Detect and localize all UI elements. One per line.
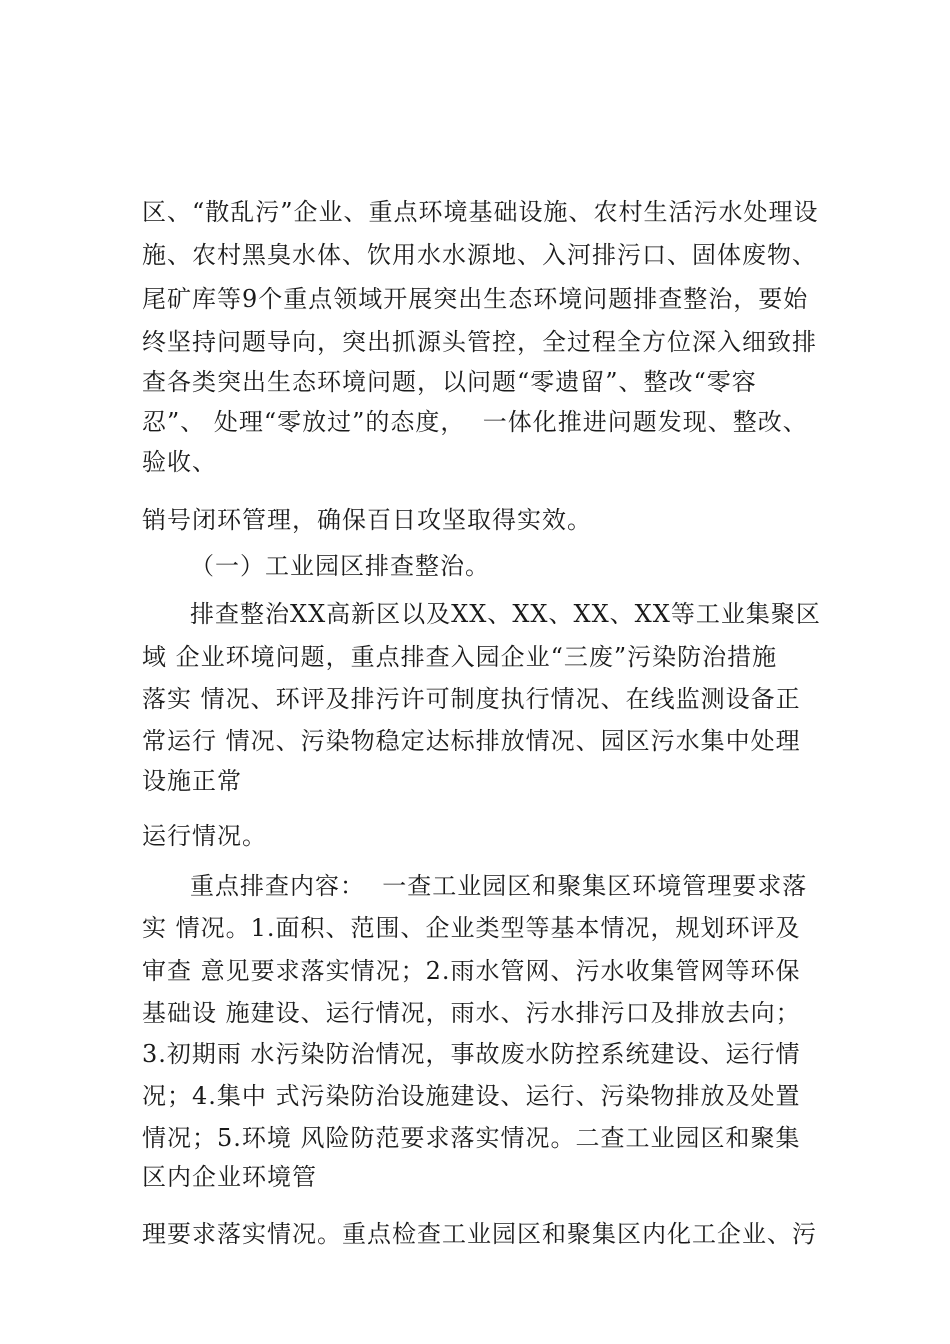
text-line-12: 落实 情况、环评及排污许可制度执行情况、在线监测设备正: [142, 685, 801, 713]
text-line-13: 常运行 情况、污染物稳定达标排放情况、园区污水集中处理: [142, 727, 801, 755]
text-line-15: 运行情况。: [142, 822, 267, 850]
text-line-6: 忍”、 处理“零放过”的态度， 一体化推进问题发现、整改、: [142, 408, 808, 436]
text-line-1: 区、“散乱污”企业、重点环境基础设施、农村生活污水处理设: [142, 198, 819, 226]
text-line-21: 况；4.集中 式污染防治设施建设、运行、污染物排放及处置: [142, 1082, 801, 1110]
text-line-18: 审查 意见要求落实情况；2.雨水管网、污水收集管网等环保: [142, 957, 801, 985]
text-line-23: 区内企业环境管: [142, 1163, 317, 1191]
text-line-4: 终坚持问题导向，突出抓源头管控，全过程全方位深入细致排: [142, 328, 817, 356]
text-line-11: 域 企业环境问题，重点排查入园企业“三废”污染防治措施: [142, 643, 778, 671]
text-line-22: 情况；5.环境 风险防范要求落实情况。二查工业园区和聚集: [142, 1124, 801, 1152]
text-line-24: 理要求落实情况。重点检查工业园区和聚集区内化工企业、污: [142, 1220, 817, 1248]
text-line-8: 销号闭环管理，确保百日攻坚取得实效。: [142, 506, 592, 534]
text-line-19: 基础设 施建设、运行情况，雨水、污水排污口及排放去向；: [142, 999, 801, 1027]
text-line-14: 设施正常: [142, 767, 242, 795]
text-line-3: 尾矿库等9个重点领域开展突出生态环境问题排查整治，要始: [142, 285, 809, 313]
text-line-7: 验收、: [142, 448, 217, 476]
text-line-5: 查各类突出生态环境问题，以问题“零遗留”、整改“零容: [142, 368, 757, 396]
text-line-20: 3.初期雨 水污染防治情况，事故废水防控系统建设、运行情: [142, 1040, 801, 1068]
text-line-17: 实 情况。1.面积、范围、企业类型等基本情况，规划环评及: [142, 914, 801, 942]
text-line-2: 施、农村黑臭水体、饮用水水源地、入河排污口、固体废物、: [142, 241, 817, 269]
text-line-16: 重点排查内容： 一查工业园区和聚集区环境管理要求落: [190, 872, 808, 900]
text-line-10: 排查整治XX高新区以及XX、XX、XX、XX等工业集聚区: [190, 600, 821, 628]
section-heading: （一）工业园区排查整治。: [190, 552, 490, 580]
